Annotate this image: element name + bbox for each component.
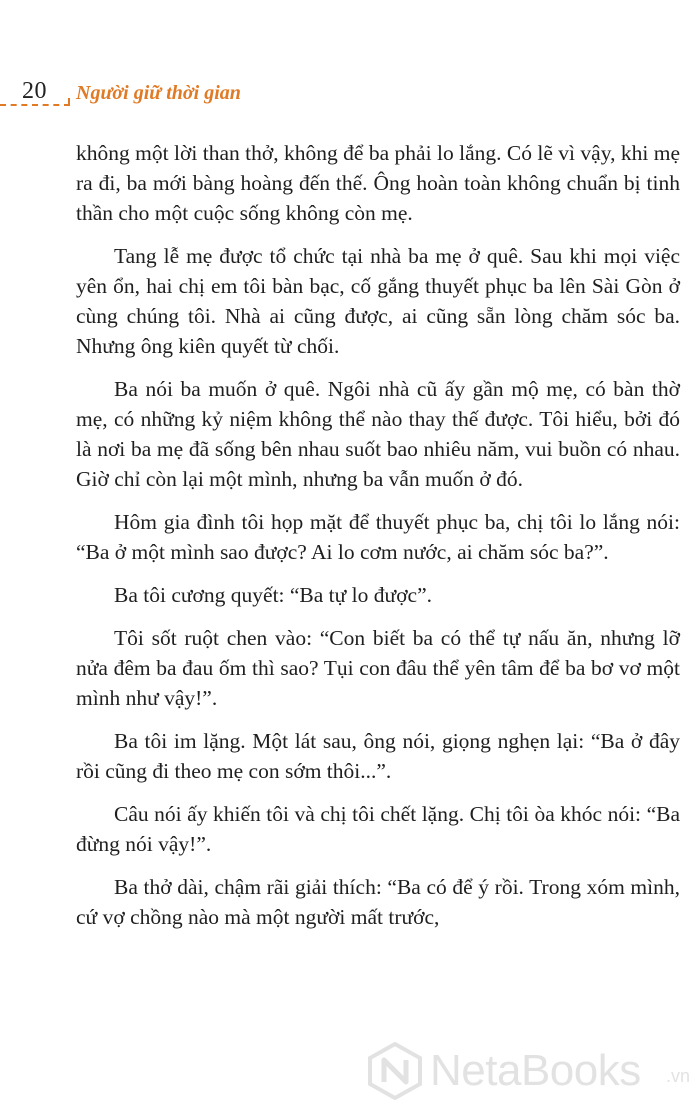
header-dashed-rule [0,104,70,106]
paragraph: Ba tôi cương quyết: “Ba tự lo được”. [114,583,433,607]
paragraph: Ba tôi im lặng. Một lát sau, ông nói, giọng nghẹn lại: “Ba ở đây rồi cũng đi theo mẹ con sớm thôi...”. [76,729,680,783]
paragraph: Hôm gia đình tôi họp mặt để thuyết phục ba, chị tôi lo lắng nói: “Ba ở một mình sao được? Ai lo cơm nước, ai chăm sóc ba?”. [76,510,680,564]
paragraph: Tôi sốt ruột chen vào: “Con biết ba có thể tự nấu ăn, nhưng lỡ nửa đêm ba đau ốm thì sao? Tụi con đâu thể yên tâm để ba bơ vơ một mình như vậy!”. [76,626,680,710]
page-number: 20 [22,78,47,104]
paragraph: Ba thở dài, chậm rãi giải thích: “Ba có để ý rồi. Trong xóm mình, cứ vợ chồng nào mà một người mất trước, [76,875,680,929]
paragraph: Tang lễ mẹ được tổ chức tại nhà ba mẹ ở quê. Sau khi mọi việc yên ổn, hai chị em tôi bàn bạc, cố gắng thuyết phục ba lên Sài Gòn ở cùng chúng tôi. Nhà ai cũng được, ai cũng sẵn lòng chăm sóc ba. Nhưng ông kiên quyết từ chối. [76,244,680,358]
netabooks-watermark [366,1040,696,1110]
paragraph-continued: không một lời than thở, không để ba phải lo lắng. Có lẽ vì vậy, khi mẹ ra đi, ba mới bàng hoàng đến thế. Ông hoàn toàn không chuẩn bị tinh thần cho một cuộc sống không còn mẹ. [76,141,680,225]
paragraph: Câu nói ấy khiến tôi và chị tôi chết lặng. Chị tôi òa khóc nói: “Ba đừng nói vậy!”. [76,802,680,856]
running-title: Người giữ thời gian [76,82,241,104]
body-text [76,138,680,945]
watermark-brand: NetaBooks [430,1046,641,1095]
watermark-suffix: .vn [666,1066,691,1086]
header-rule-tick [68,98,70,106]
netabooks-n-logo-icon [366,1042,424,1100]
paragraph: Ba nói ba muốn ở quê. Ngôi nhà cũ ấy gần mộ mẹ, có bàn thờ mẹ, có những kỷ niệm không thể nào thay thế được. Tôi hiểu, bởi đó là nơi ba mẹ đã sống bên nhau suốt bao nhiêu năm, vui buồn có nhau. Giờ chỉ còn lại một mình, nhưng ba vẫn muốn ở đó. [76,377,680,491]
page-header [0,72,700,112]
